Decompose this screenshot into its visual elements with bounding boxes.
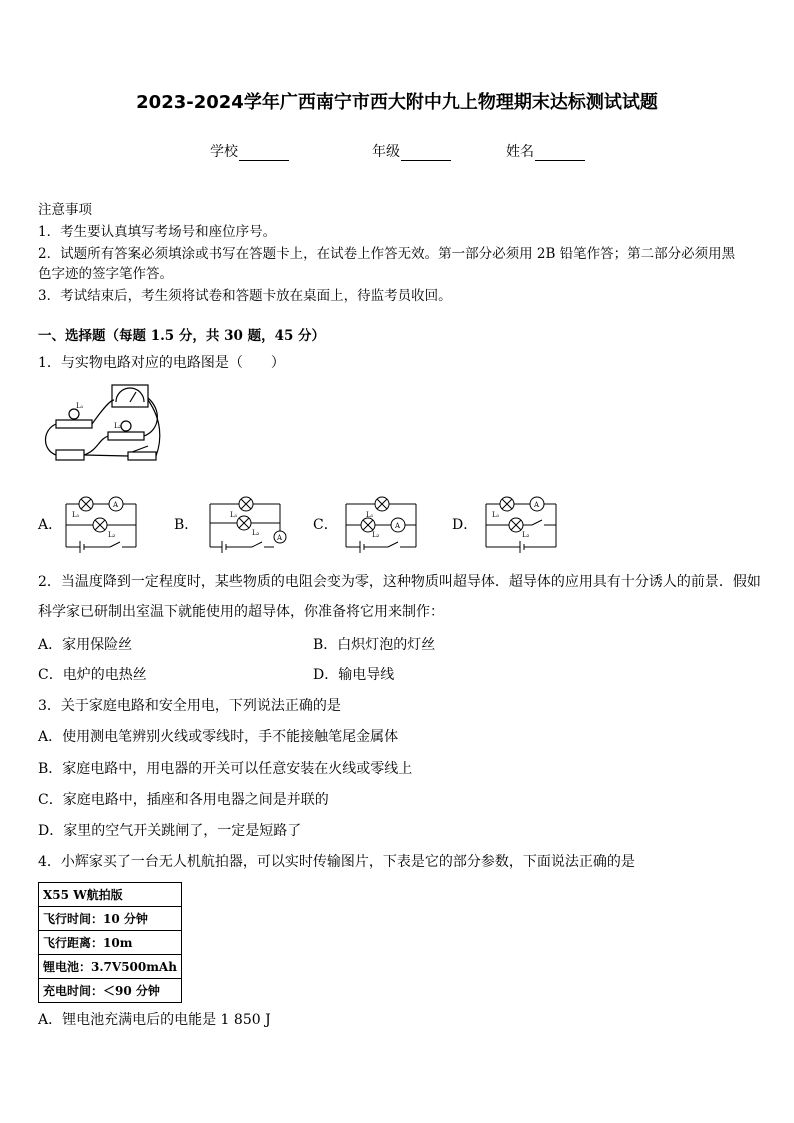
name-field [506,141,585,161]
question-2-stem-cont: 科学家已研制出室温下就能使用的超导体，你准备将它用来制作： [38,604,444,620]
fig-l2-label: L₂ [114,422,122,430]
grade-field [372,141,451,161]
notice-item: 2．试题所有答案必须填涂或书写在答题卡上，在试卷上作答无效。第一部分必须用 2B 铅笔作答；第二部分必须用黑 [38,246,736,262]
q2-option-a: A．家用保险丝 [38,637,133,653]
question-4-stem: 4．小辉家买了一台无人机航拍器，可以实时传输图片，下表是它的部分参数，下面说法正确的是 [38,854,635,870]
q3-option-c: C．家庭电路中，插座和各用电器之间是并联的 [38,792,329,808]
notice-item: 1．考生要认真填写考场号和座位序号。 [38,224,277,240]
section-heading: 一、选择题（每题 1.5 分，共 30 题，45 分） [38,328,326,344]
l1-label: L₁ [230,511,238,519]
fig-l1-label: L₁ [76,402,84,410]
l1-label: L₁ [366,511,374,519]
table-cell: 充电时间：＜90 分钟 [39,979,182,1003]
ammeter-label: A [534,501,540,509]
table-cell: 飞行距离：10m [39,931,182,955]
question-3-stem: 3．关于家庭电路和安全用电，下列说法正确的是 [38,698,341,714]
physical-circuit-figure [42,380,162,470]
l1-label: L₁ [492,511,500,519]
l1-label: L₁ [72,511,80,519]
q2-option-d: D．输电导线 [313,667,395,683]
q1-option-c-label: C． [313,517,338,533]
q1-option-b-circuit [204,495,290,553]
question-2-stem: 2．当温度降到一定程度时，某些物质的电阻会变为零，这种物质叫超导体．超导体的应用具有十分诱人的前景．假如 [38,574,761,590]
q4-option-a: A．锂电池充满电后的电能是 1 850 J [38,1012,271,1028]
q3-option-b: B．家庭电路中，用电器的开关可以任意安装在火线或零线上 [38,761,413,777]
school-label: 学校 [210,144,238,160]
question-1-stem: 1．与实物电路对应的电路图是（ ） [38,355,285,371]
q1-option-d-circuit [480,495,560,553]
q1-option-a-circuit [60,495,140,553]
notice-item: 色字迹的签字笔作答。 [38,266,173,282]
notice-item: 3．考试结束后，考生须将试卷和答题卡放在桌面上，待监考员收回。 [38,288,452,304]
l2-label: L₂ [252,529,260,537]
drone-params-table [38,882,182,1003]
name-label: 姓名 [506,144,534,160]
table-cell: 锂电池：3.7V500mAh [39,955,182,979]
q1-option-b-label: B． [174,517,199,533]
table-cell: 飞行时间：10 分钟 [39,907,182,931]
l2-label: L₂ [522,531,530,539]
ammeter-label: A [277,534,283,542]
q1-option-a-label: A． [38,517,63,533]
notice-heading: 注意事项 [38,202,92,218]
q3-option-a: A．使用测电笔辨别火线或零线时，手不能接触笔尾金属体 [38,729,399,745]
q2-option-b: B．白炽灯泡的灯丝 [313,637,436,653]
grade-label: 年级 [372,144,400,160]
l2-label: L₂ [372,531,380,539]
table-cell: X55 W航拍版 [39,883,182,907]
q1-option-d-label: D． [452,517,478,533]
q1-option-c-circuit [340,495,420,553]
ammeter-label: A [113,501,119,509]
q3-option-d: D．家里的空气开关跳闸了，一定是短路了 [38,823,302,839]
ammeter-label: A [395,522,401,530]
school-field [210,141,289,161]
q2-option-c: C．电炉的电热丝 [38,667,147,683]
l2-label: L₂ [108,531,116,539]
page-title: 2023-2024学年广西南宁市西大附中九上物理期末达标测试试题 [136,92,658,113]
